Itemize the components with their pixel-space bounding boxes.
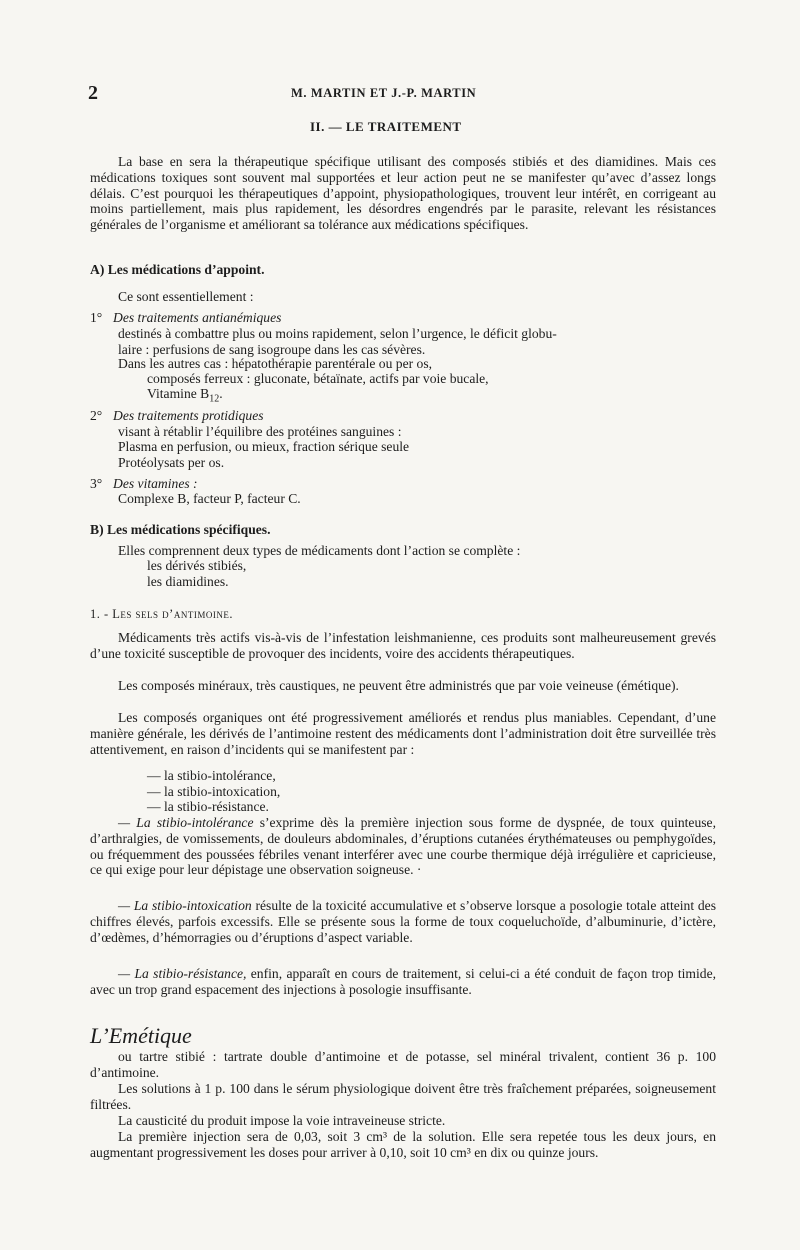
item2-line: Protéolysats per os. [118, 455, 225, 470]
list-item: — la stibio-résistance. [147, 799, 269, 814]
emetique-title: L’Emétique [90, 1023, 192, 1048]
section-b-line: Elles comprennent deux types de médicaments dont l’action se complète : [118, 543, 521, 558]
item1-title: Des traitements antianémiques [113, 310, 282, 325]
section-b-line: les dérivés stibiés, [147, 558, 247, 573]
item2-title: Des traitements protidiques [113, 408, 264, 423]
item3-title: Des vitamines : [113, 476, 198, 491]
vitamin-b12 [147, 386, 223, 407]
intro-paragraph: La base en sera la thérapeutique spécifique utilisant des composés stibiés et des diamidines. Mais ces médications toxiques sont souvent mal supportées et leur action peut ne se manifester qu’avec d’assez longs délais. C’est pourquoi les thérapeutiques d’appoint, physiopathologiques, trouvent leur intérêt, en corrigeant au moins partiellement, mais plus rapidement, les désordres engendrés par le parasite, relevant les résistances générales de l’organisme et améliorant sa tolérance aux médications spécifiques. [90, 154, 716, 233]
vitamin-period: . [219, 386, 223, 401]
paragraph: ou tartre stibié : tartrate double d’antimoine et de potasse, sel minéral trivalent, contient 36 p. 100 d’antimoine. [90, 1049, 716, 1080]
section-b-line: les diamidines. [147, 574, 229, 589]
paragraph-text: s’exprime dès la première injection sous forme de dyspnée, de toux quinteuse, d’arthralgies, de vomissements, de douleurs abdominales, d’éruptions cutanées érythémateuses ou pemphygoïdes, ou fréquemment des poussées fébriles venant interférer avec une courbe thermique déjà irrégulière et capricieuse, ce qui exige pour leur dépistage une observation soigneuse. · [90, 815, 716, 878]
paragraph-text: enfin, apparaît en cours de traitement, si celui-ci a été conduit de façon trop timide, avec un trop grand espacement des injections à posologie insuffisante. [90, 966, 716, 997]
item3-number: 3° [90, 476, 103, 491]
paragraph [90, 898, 716, 945]
list-item: — la stibio-intoxication, [147, 784, 281, 799]
item2-line: Plasma en perfusion, ou mieux, fraction sérique seule [118, 439, 410, 454]
section-a-lead: Ce sont essentiellement : [118, 289, 254, 304]
paragraph-text: résulte de la toxicité accumulative et s’observe lorsque a posologie totale atteint des chiffres élevés, parfois excessifs. Elle se présente sous la forme de toux coqueluchoïde, d’albuminurie, d’ictère, d’œdèmes, d’hémorragies ou d’éruptions d’aspect variable. [90, 898, 717, 945]
paragraph: Les composés organiques ont été progressivement améliorés et rendus plus maniables. Cependant, d’une manière générale, les dérivés de l’antimoine restent des médicaments dont l’administration doit être surveillée très attentivement, en raison d’incidents qui se manifestent par : [90, 710, 716, 757]
term: — La stibio-intolérance [118, 815, 254, 830]
item3-line: Complexe B, facteur P, facteur C. [118, 491, 301, 506]
vitamin-subscript: 12 [209, 393, 220, 405]
paragraph [90, 815, 716, 878]
item1-line: Dans les autres cas : hépatothérapie parentérale ou per os, [118, 356, 433, 371]
item1-line: composés ferreux : gluconate, bétaïnate, actifs par voie bucale, [147, 371, 489, 386]
running-head: M. MARTIN ET J.-P. MARTIN [291, 86, 477, 100]
paragraph: La causticité du produit impose la voie intraveineuse stricte. [118, 1113, 446, 1128]
paragraph: Les solutions à 1 p. 100 dans le sérum physiologique doivent être très fraîchement préparées, soigneusement filtrées. [90, 1081, 716, 1112]
term: — La stibio-résistance, [118, 966, 247, 981]
paragraph: La première injection sera de 0,03, soit 3 cm³ de la solution. Elle sera repetée tous les deux jours, en augmentant progressivement les doses pour arriver à 0,10, soit 10 cm³ en dix ou quinze jours. [90, 1129, 716, 1160]
item1-line: destinés à combattre plus ou moins rapidement, selon l’urgence, le déficit globu- [118, 326, 557, 341]
list-item: — la stibio-intolérance, [147, 768, 276, 783]
section-a-title: A) Les médications d’appoint. [90, 262, 265, 277]
vitamin-label: Vitamine B [147, 386, 210, 401]
section-b-title: B) Les médications spécifiques. [90, 522, 271, 537]
item1-number: 1° [90, 310, 103, 325]
paragraph [90, 966, 716, 998]
term: — La stibio-intoxication [118, 898, 252, 913]
item1-line: laire : perfusions de sang isogroupe dans les cas sévères. [118, 342, 426, 357]
paragraph: Les composés minéraux, très caustiques, ne peuvent être administrés que par voie veineuse (émétique). [118, 678, 679, 693]
page-number: 2 [88, 82, 98, 104]
item2-number: 2° [90, 408, 103, 423]
subsection-title: 1. - Les sels d’antimoine. [90, 607, 233, 621]
paragraph: Médicaments très actifs vis-à-vis de l’infestation leishmanienne, ces produits sont malheureusement grevés d’une toxicité susceptible de provoquer des incidents, voire des accidents thérapeutiques. [90, 630, 716, 661]
section-title: II. — LE TRAITEMENT [310, 119, 462, 134]
item2-line: visant à rétablir l’équilibre des protéines sanguines : [118, 424, 402, 439]
